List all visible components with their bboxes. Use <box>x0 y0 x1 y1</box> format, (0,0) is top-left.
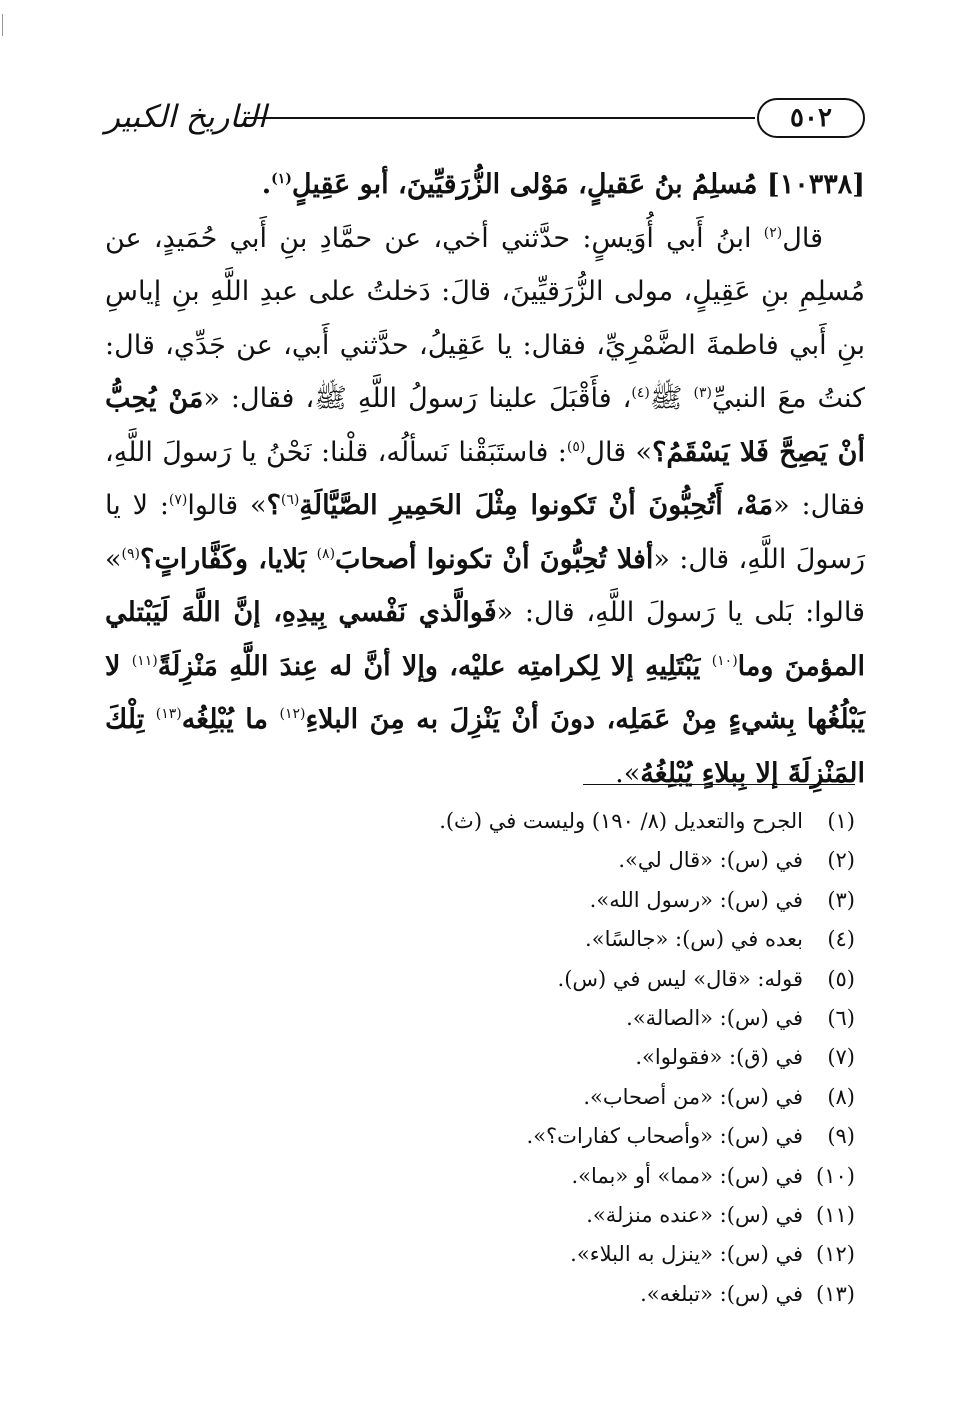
footnote-text: بعده في (س): «جالسًا». <box>585 927 803 952</box>
footnote-number: (٦) <box>827 1006 855 1031</box>
footnote-item <box>105 1275 855 1314</box>
footnote-item <box>105 1235 855 1274</box>
footnote-ref: (٩) <box>121 545 140 562</box>
footnote-item <box>105 1117 855 1156</box>
footnote-item <box>105 920 855 959</box>
hadith-text: تِلْكَ المَنْزِلَةَ إلا بِبلاءٍ يُبْلِغُهُ <box>105 704 865 789</box>
footnote-item <box>105 841 855 880</box>
entry-number: [١٠٣٣٨] <box>766 169 865 200</box>
footnote-ref: (٦) <box>280 492 300 508</box>
footnote-text: في (س): «عنده منزلة». <box>586 1203 803 1228</box>
footnote-number: (٣) <box>827 887 855 912</box>
footnote-number: (٩) <box>827 1124 855 1149</box>
text-run: : لا يا رَسولَ اللَّهِ، قال: « <box>105 490 866 575</box>
footnote-ref: (١) <box>271 171 292 187</box>
main-text <box>105 158 865 800</box>
footnote-text: في (س): «مما» أو «بما». <box>571 1163 803 1188</box>
hadith-text: لا يَبْلُغُها بِشيءٍ مِنْ عَمَلِه، دونَ أنْ يَنْزِلَ به مِنَ البلاءِ <box>105 650 866 735</box>
hadith-text: ؟ <box>266 490 281 521</box>
footnote-item <box>105 802 855 841</box>
footnote-item <box>105 1038 855 1077</box>
text-run: : فاستَبَقْنا نَسألُه، قلْنا: نَحْنُ يا رَسولَ اللَّهِ، فقال: « <box>105 436 865 521</box>
text-run: » قال <box>585 436 653 468</box>
footnote-ref: (١٠) <box>711 652 738 669</box>
footnote-ref: (٢) <box>763 224 783 241</box>
text-run: ، فأَقْبَلَ علينا رَسولُ اللَّهِ ﷺ، فقال: « <box>203 383 632 414</box>
text-run: ». <box>615 757 641 789</box>
footnote-text: قوله: «قال» ليس في (س). <box>557 966 803 991</box>
text-run: » قالوا <box>187 490 267 521</box>
footnote-number: (٧) <box>827 1045 855 1070</box>
hadith-text: أفلا تُحِبُّونَ أنْ تكونوا أصحابَ <box>335 543 654 575</box>
footnote-text: في (س): «ينزل به البلاء». <box>570 1242 803 1267</box>
footnote-number: (٢) <box>827 848 855 873</box>
footnote-ref: (٣) <box>693 385 713 401</box>
page-number-badge: ٥٠٢ <box>757 98 865 138</box>
footnote-number: (١) <box>827 809 855 833</box>
footnote-text: في (س): «وأصحاب كفارات؟». <box>526 1124 803 1149</box>
text-run: ابنُ أَبي أُوَيسٍ: حدَّثني أخي، عن حمَّادِ بنِ أَبي حُمَيدٍ، عن مُسلِمِ بنِ عَقِيلٍ، مولى الزُّرَقيِّينَ، قالَ: دَخلتُ على عبدِ اللَّهِ بنِ إياسِ بنِ أَبي فاطمةَ الضَّمْرِيِّ، فقال: يا عَقِيلُ، حدَّثني أَبي، عن جَدِّي، قال: كنتُ معَ النبيِّ <box>105 222 866 414</box>
footnote-number: (١١) <box>816 1203 855 1228</box>
footnote-text: في (س): «تبلغه». <box>640 1281 803 1306</box>
footnote-text: في (س): «رسول الله». <box>589 887 803 912</box>
running-title: التاريخ الكبير <box>105 99 267 135</box>
header-rule <box>245 117 755 119</box>
footnote-item <box>105 1157 855 1196</box>
footnote-text: في (س): «قال لي». <box>618 848 803 873</box>
footnote-number: (١٠) <box>816 1163 855 1188</box>
hadith-paragraph <box>105 212 865 801</box>
footnote-item <box>105 881 855 920</box>
footnote-number: (١٣) <box>816 1281 855 1306</box>
footnote-separator <box>583 784 855 785</box>
footnote-number: (١٢) <box>816 1242 855 1267</box>
footnote-number: (٥) <box>827 966 855 991</box>
page-header <box>105 95 865 143</box>
hadith-text: مَهْ، أَتُحِبُّونَ أنْ تَكونوا مِثْلَ الحَمِيرِ الصَّيَّالَةِ <box>299 490 774 521</box>
footnote-ref: (٧) <box>168 492 188 508</box>
entry-heading: [١٠٣٣٨] مُسلِمُ بنُ عَقيلٍ، مَوْلى الزُّرَقيِّينَ، أبو عَقِيلٍ$^{(١)}$. <box>261 169 865 200</box>
hadith-text: ما يُبْلِغُه <box>181 704 280 735</box>
text-run: ﷺ <box>649 383 694 414</box>
footnote-text: الجرح والتعديل (٨/ ١٩٠) وليست في (ث). <box>439 809 803 833</box>
hadith-text: فَوالَّذي نَفْسي بِيدِهِ، إنَّ اللَّهَ لَيَبْتلي المؤمنَ وما <box>105 597 865 682</box>
footnote-number: (٨) <box>827 1084 855 1109</box>
footnote-ref: (١١) <box>131 652 158 669</box>
footnote-number: (٤) <box>827 927 855 952</box>
footnote-item <box>105 1078 855 1117</box>
footnote-ref: (١٣) <box>155 706 182 722</box>
footnote-ref: (٤) <box>631 385 650 401</box>
text-run: قال <box>782 222 823 254</box>
footnote-text: في (س): «الصالة». <box>626 1006 803 1031</box>
footnote-ref: (٨) <box>316 545 336 562</box>
entry-name: مُسلِمُ بنُ عَقيلٍ، مَوْلى الزُّرَقيِّينَ، أبو عَقِيلٍ <box>291 169 758 200</box>
page-edge-mark <box>2 14 3 36</box>
footnote-text: في (ق): «فقولوا». <box>635 1045 803 1070</box>
footnotes-section <box>105 802 855 1314</box>
hadith-text: بَلايا، وكَفَّاراتٍ؟ <box>140 543 317 575</box>
footnote-item <box>105 999 855 1038</box>
hadith-text: مَنْ يُحِبُّ أنْ يَصِحَّ فَلا يَسْقَمُ؟ <box>105 383 865 468</box>
footnote-text: في (س): «من أصحاب». <box>583 1084 803 1109</box>
footnote-ref: (٥) <box>566 438 586 455</box>
footnote-item <box>105 1196 855 1235</box>
hadith-text: يَبْتَلِيهِ إلا لِكرامتِه عليْه، وإلا أنَّ له عِندَ اللَّهِ مَنْزِلَةً <box>157 650 712 682</box>
text-run: » قالوا: بَلى يا رَسولَ اللَّهِ، قال: « <box>105 543 865 628</box>
footnote-item <box>105 960 855 999</box>
footnote-ref: (١٢) <box>279 706 306 722</box>
